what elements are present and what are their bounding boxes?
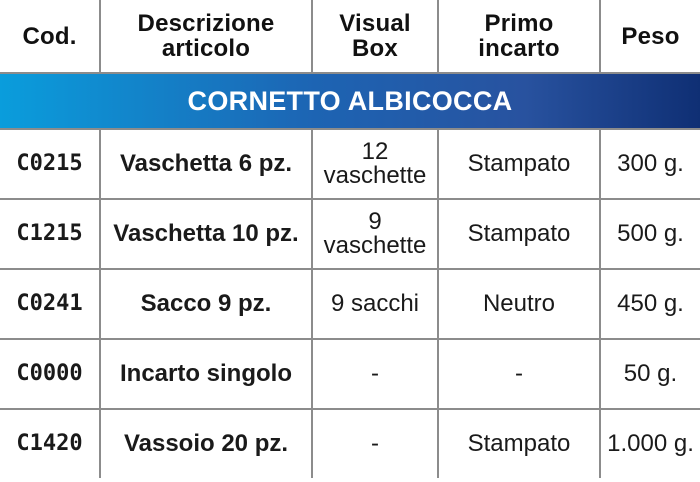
weight-cell: 500 g.: [600, 199, 700, 269]
header-first-wrap: Primo incarto: [438, 0, 600, 73]
table-row: [0, 199, 700, 269]
table-row: [0, 129, 700, 199]
table-row: [0, 269, 700, 339]
product-code: C1420: [0, 409, 100, 478]
product-code: C1215: [0, 199, 100, 269]
product-code: C0000: [0, 339, 100, 409]
header-visual-box: Visual Box: [312, 0, 438, 73]
table-row: [0, 339, 700, 409]
first-wrap-cell: -: [438, 339, 600, 409]
product-description: Sacco 9 pz.: [100, 269, 312, 339]
visual-box-cell: -: [312, 409, 438, 478]
product-description: Incarto singolo: [100, 339, 312, 409]
first-wrap-cell: Stampato: [438, 409, 600, 478]
table-row: [0, 409, 700, 478]
first-wrap-cell: Stampato: [438, 199, 600, 269]
visual-box-cell: 12 vaschette: [312, 129, 438, 199]
product-description: Vassoio 20 pz.: [100, 409, 312, 478]
weight-cell: 300 g.: [600, 129, 700, 199]
section-banner: [0, 73, 700, 129]
product-description: Vaschetta 6 pz.: [100, 129, 312, 199]
visual-box-cell: 9 sacchi: [312, 269, 438, 339]
visual-box-cell: -: [312, 339, 438, 409]
visual-box-cell: 9 vaschette: [312, 199, 438, 269]
product-code: C0215: [0, 129, 100, 199]
header-code: Cod.: [0, 0, 100, 73]
first-wrap-cell: Stampato: [438, 129, 600, 199]
section-title: CORNETTO ALBICOCCA: [0, 73, 700, 129]
header-weight: Peso: [600, 0, 700, 73]
weight-cell: 1.000 g.: [600, 409, 700, 478]
weight-cell: 450 g.: [600, 269, 700, 339]
header-description: Descrizione articolo: [100, 0, 312, 73]
first-wrap-cell: Neutro: [438, 269, 600, 339]
product-code: C0241: [0, 269, 100, 339]
weight-cell: 50 g.: [600, 339, 700, 409]
product-description: Vaschetta 10 pz.: [100, 199, 312, 269]
header-row: [0, 0, 700, 73]
